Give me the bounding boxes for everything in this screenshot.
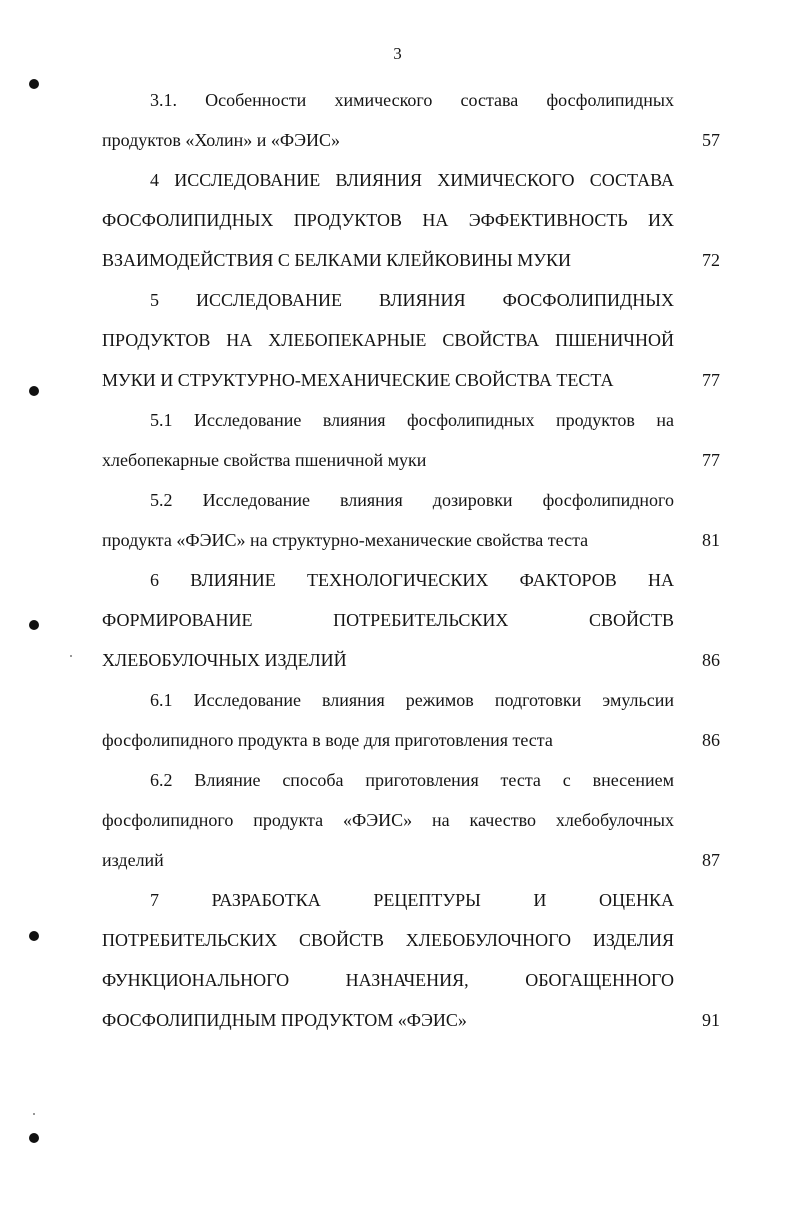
binder-hole-mark bbox=[29, 1133, 39, 1143]
toc-entry-last-line bbox=[102, 120, 720, 160]
toc-page-number: 86 bbox=[702, 730, 720, 750]
toc-page-number: 87 bbox=[702, 850, 720, 870]
toc-entry-line: ФОРМИРОВАНИЕ ПОТРЕБИТЕЛЬСКИХ СВОЙСТВ bbox=[102, 610, 674, 630]
table-of-contents bbox=[102, 80, 720, 1040]
toc-entry[interactable] bbox=[102, 480, 720, 560]
toc-entry-text: фосфолипидного продукта в воде для приготовления теста bbox=[102, 730, 553, 750]
toc-entry-line: 5.1 Исследование влияния фосфолипидных продуктов на bbox=[150, 410, 674, 430]
toc-entry-last-line bbox=[102, 640, 720, 680]
toc-entry-line: 6.1 Исследование влияния режимов подготовки эмульсии bbox=[150, 690, 674, 710]
toc-entry[interactable] bbox=[102, 400, 720, 480]
toc-entry[interactable] bbox=[102, 280, 720, 400]
page-number: 3 bbox=[393, 44, 402, 63]
toc-entry-text: продукта «ФЭИС» на структурно-механические свойства теста bbox=[102, 530, 589, 550]
toc-entry-line: ФУНКЦИОНАЛЬНОГО НАЗНАЧЕНИЯ, ОБОГАЩЕННОГО bbox=[102, 970, 674, 990]
binder-hole-mark bbox=[29, 931, 39, 941]
scan-speck bbox=[70, 655, 72, 657]
toc-entry-last-line bbox=[102, 1000, 720, 1040]
toc-entry[interactable] bbox=[102, 160, 720, 280]
toc-entry-last-line bbox=[102, 720, 720, 760]
toc-entry-line: ПОТРЕБИТЕЛЬСКИХ СВОЙСТВ ХЛЕБОБУЛОЧНОГО ИЗДЕЛИЯ bbox=[102, 930, 674, 950]
toc-entry-line: 5 ИССЛЕДОВАНИЕ ВЛИЯНИЯ ФОСФОЛИПИДНЫХ bbox=[150, 290, 674, 310]
toc-entry-line: 4 ИССЛЕДОВАНИЕ ВЛИЯНИЯ ХИМИЧЕСКОГО СОСТАВА bbox=[150, 170, 674, 190]
toc-page-number: 72 bbox=[702, 250, 720, 270]
binder-hole-mark bbox=[29, 386, 39, 396]
toc-entry-last-line bbox=[102, 360, 720, 400]
toc-entry-text: ХЛЕБОБУЛОЧНЫХ ИЗДЕЛИЙ bbox=[102, 650, 347, 670]
scan-speck bbox=[33, 1113, 35, 1115]
toc-entry-text: продуктов «Холин» и «ФЭИС» bbox=[102, 130, 341, 150]
toc-entry-text: ВЗАИМОДЕЙСТВИЯ С БЕЛКАМИ КЛЕЙКОВИНЫ МУКИ bbox=[102, 250, 571, 270]
toc-entry-last-line bbox=[102, 240, 720, 280]
toc-entry-line: ФОСФОЛИПИДНЫХ ПРОДУКТОВ НА ЭФФЕКТИВНОСТЬ ИХ bbox=[102, 210, 674, 230]
toc-entry-line: 6 ВЛИЯНИЕ ТЕХНОЛОГИЧЕСКИХ ФАКТОРОВ НА bbox=[150, 570, 674, 590]
toc-entry[interactable] bbox=[102, 880, 720, 1040]
toc-page-number: 91 bbox=[702, 1010, 720, 1030]
toc-entry[interactable] bbox=[102, 680, 720, 760]
toc-entry[interactable] bbox=[102, 80, 720, 160]
toc-entry[interactable] bbox=[102, 560, 720, 680]
binder-hole-mark bbox=[29, 620, 39, 630]
binder-hole-mark bbox=[29, 79, 39, 89]
toc-entry-line: фосфолипидного продукта «ФЭИС» на качество хлебобулочных bbox=[102, 810, 674, 830]
toc-entry-text: хлебопекарные свойства пшеничной муки bbox=[102, 450, 427, 470]
toc-page-number: 57 bbox=[702, 130, 720, 150]
toc-entry-last-line bbox=[102, 840, 720, 880]
toc-page-number: 86 bbox=[702, 650, 720, 670]
toc-entry-last-line bbox=[102, 440, 720, 480]
toc-page-number: 81 bbox=[702, 530, 720, 550]
toc-entry-line: 6.2 Влияние способа приготовления теста с внесением bbox=[150, 770, 674, 790]
toc-page-number: 77 bbox=[702, 370, 720, 390]
toc-entry-last-line bbox=[102, 520, 720, 560]
toc-entry-line: 3.1. Особенности химического состава фосфолипидных bbox=[150, 90, 674, 110]
toc-entry-line: ПРОДУКТОВ НА ХЛЕБОПЕКАРНЫЕ СВОЙСТВА ПШЕНИЧНОЙ bbox=[102, 330, 674, 350]
toc-entry-text: МУКИ И СТРУКТУРНО-МЕХАНИЧЕСКИЕ СВОЙСТВА ТЕСТА bbox=[102, 370, 614, 390]
toc-entry-text: изделий bbox=[102, 850, 164, 870]
toc-page-number: 77 bbox=[702, 450, 720, 470]
toc-entry[interactable] bbox=[102, 760, 720, 880]
toc-entry-line: 5.2 Исследование влияния дозировки фосфолипидного bbox=[150, 490, 674, 510]
toc-entry-text: ФОСФОЛИПИДНЫМ ПРОДУКТОМ «ФЭИС» bbox=[102, 1010, 467, 1030]
toc-entry-line: 7 РАЗРАБОТКА РЕЦЕПТУРЫ И ОЦЕНКА bbox=[150, 890, 674, 910]
